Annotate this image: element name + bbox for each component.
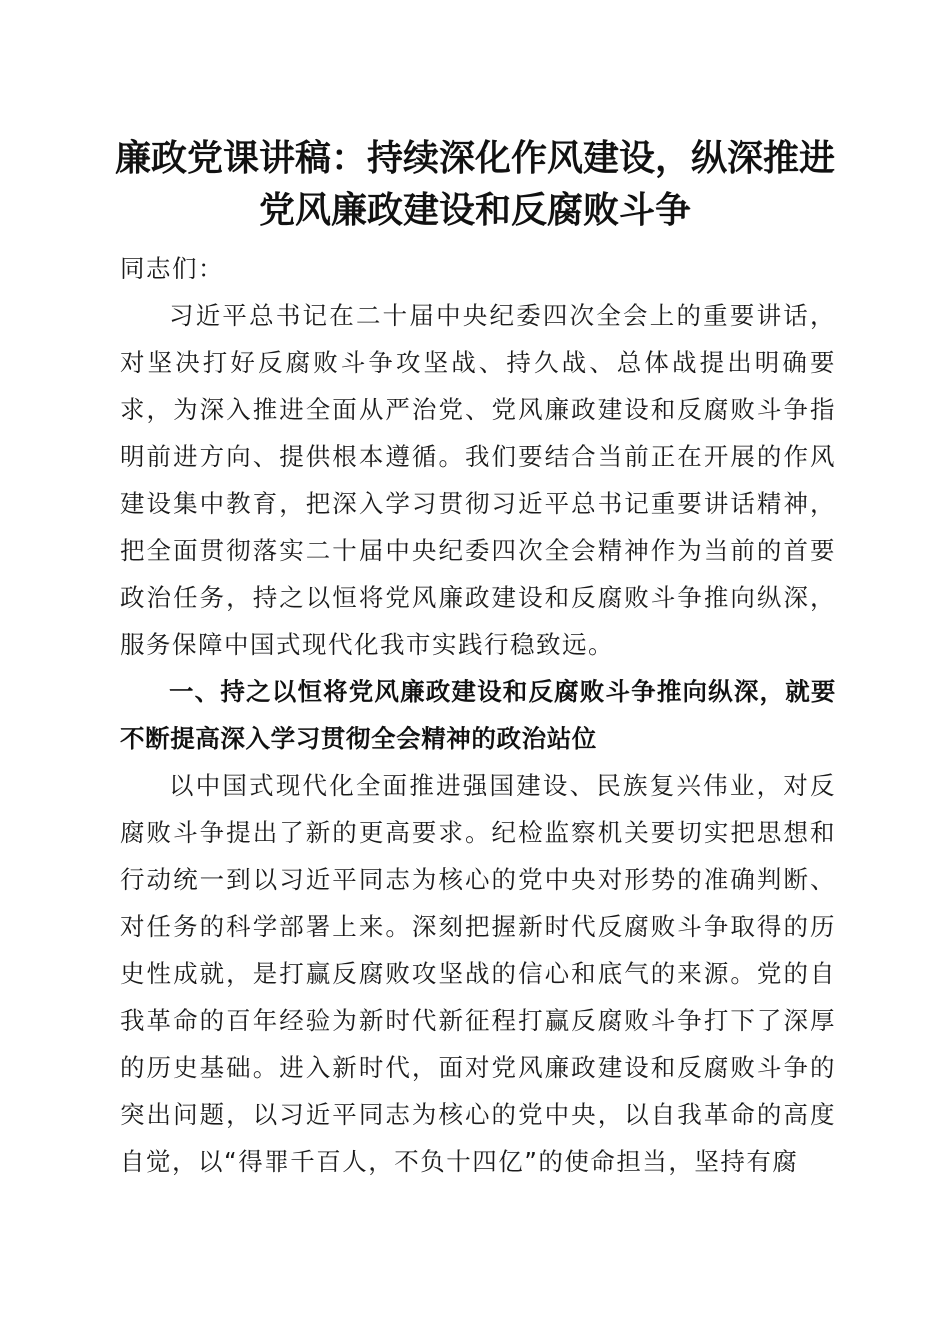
document-body (120, 245, 836, 1185)
paragraph-intro: 习近平总书记在二十届中央纪委四次全会上的重要讲话，对坚决打好反腐败斗争攻坚战、持久战、总体战提出明确要求，为深入推进全面从严治党、党风廉政建设和反腐败斗争指明前进方向、提供根本遵循。我们要结合当前正在开展的作风建设集中教育，把深入学习贯彻习近平总书记重要讲话精神，把全面贯彻落实二十届中央纪委四次全会精神作为当前的首要政治任务，持之以恒将党风廉政建设和反腐败斗争推向纵深，服务保障中国式现代化我市实践行稳致远。 (120, 301, 836, 659)
salutation: 同志们： (120, 254, 224, 283)
section-heading-1: 一、持之以恒将党风廉政建设和反腐败斗争推向纵深，就要不断提高深入学习贯彻全会精神的政治站位 (120, 677, 836, 753)
document-title (100, 132, 850, 236)
document-title-line-2: 党风廉政建设和反腐败斗争 (258, 189, 691, 231)
document-title-line-1: 廉政党课讲稿：持续深化作风建设，纵深推进 (114, 137, 835, 179)
paragraph-section-1: 以中国式现代化全面推进强国建设、民族复兴伟业，对反腐败斗争提出了新的更高要求。纪检监察机关要切实把思想和行动统一到以习近平同志为核心的党中央对形势的准确判断、对任务的科学部署上来。深刻把握新时代反腐败斗争取得的历史性成就，是打赢反腐败攻坚战的信心和底气的来源。党的自我革命的百年经验为新时代新征程打赢反腐败斗争打下了深厚的历史基础。进入新时代，面对党风廉政建设和反腐败斗争的突出问题，以习近平同志为核心的党中央，以自我革命的高度自觉，以“得罪千百人，不负十四亿”的使命担当，坚持有腐 (120, 771, 836, 1176)
